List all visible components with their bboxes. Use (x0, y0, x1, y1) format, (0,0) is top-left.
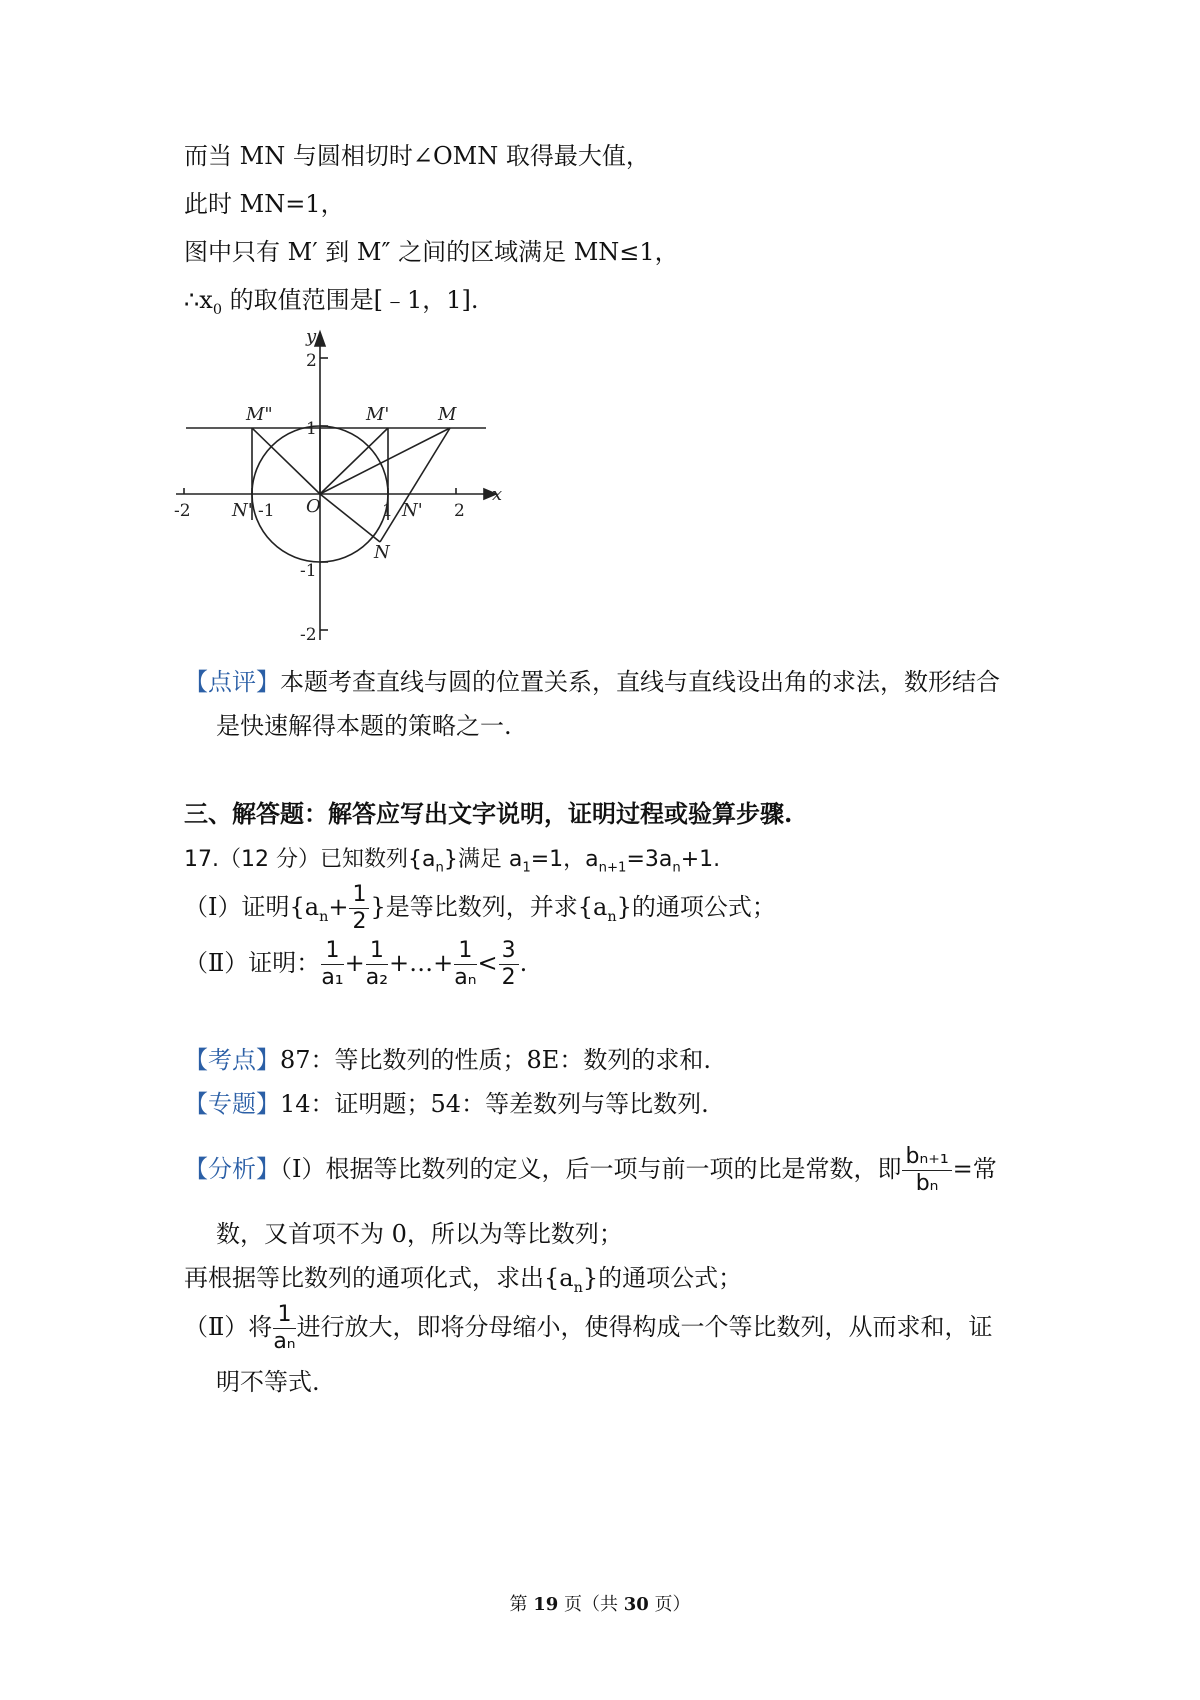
kaodian-line: 【考点】87：等比数列的性质；8E：数列的求和. (184, 1046, 711, 1074)
tick-label-x: 1 (382, 501, 393, 521)
y-axis-arrow (315, 332, 325, 346)
tick-label-x: -1 (258, 501, 275, 521)
text-line-3: 图中只有 M′ 到 M″ 之间的区域满足 MN≤1， (184, 238, 679, 266)
fenxi-tag: 【分析】 (184, 1155, 280, 1183)
fraction: $\frac{\text{bₙ₊₁}}{\text{bₙ}}$ (902, 1146, 951, 1195)
review-tag: 【点评】 (184, 668, 280, 696)
text-line-2: 此时 MN=1， (184, 190, 345, 218)
tick-label-y: 2 (306, 351, 317, 371)
tick-label-y: 1 (306, 419, 317, 439)
point-label-N: N (374, 542, 390, 563)
tick-label-y: -2 (300, 625, 317, 640)
axis-label-x: x (492, 484, 503, 505)
text-line-1: 而当 MN 与圆相切时∠OMN 取得最大值， (184, 142, 650, 170)
fenxi-line-3: 再根据等比数列的通项化式，求出$\{a_n\}$的通项公式； (184, 1264, 743, 1296)
fraction: $\frac{1}{\text{a₁}}$ (321, 938, 344, 990)
review-line-1: 【点评】本题考查直线与圆的位置关系，直线与直线设出角的求法，数形结合 (184, 668, 1000, 696)
axis-label-y: y (306, 326, 317, 347)
tick-label-x: 2 (454, 501, 465, 521)
zhuanti-tag: 【专题】 (184, 1090, 280, 1118)
kaodian-tag: 【考点】 (184, 1046, 280, 1074)
zhuanti-line: 【专题】14：证明题；54：等差数列与等比数列. (184, 1090, 709, 1118)
review-line-2: 是快速解得本题的策略之一. (216, 712, 512, 740)
point-label-N1: N' (402, 500, 423, 521)
section-heading: 三、解答题：解答应写出文字说明，证明过程或验算步骤. (184, 799, 793, 828)
fraction: $\frac{1}{\text{a₂}}$ (365, 938, 389, 990)
point-label-M2: M" (246, 404, 273, 425)
question-17-head: 17.（12 分）已知数列$\{a_n\}$满足 $a_1=1$，$a_{n+1}=3a_n+1$. (184, 847, 721, 876)
page-footer: 第 19 页（共 30 页） (509, 1594, 691, 1615)
fenxi-line-5: 明不等式. (216, 1368, 320, 1396)
tick-label-y: -1 (300, 561, 317, 581)
point-label-N2: N' (232, 500, 253, 521)
fraction: $\frac{1}{\text{aₙ}}$ (454, 938, 477, 990)
question-17-part-2: （Ⅱ）证明： $\frac{1}{\text{a₁}}$ + $\frac{1}{\text{a₂}}$ +…+ $\frac{1}{\text{aₙ}}$ < $\frac{3}{2}$ . (184, 938, 528, 990)
coordinate-figure (160, 320, 520, 640)
question-17-part-1: （Ⅰ）证明{$a_n+$ $\frac{1}{2}$ }是等比数列，并求$\{a_n\}$的通项公式； (184, 882, 776, 934)
text-line-4: $\therefore x_0$ 的取值范围是[﹣1，1]. (184, 286, 479, 318)
fraction: $\frac{1}{2}$ (349, 884, 369, 933)
fenxi-line-1: 【分析】（Ⅰ）根据等比数列的定义，后一项与前一项的比是常数，即 $\frac{\text{bₙ₊₁}}{\text{bₙ}}$ =常 (184, 1144, 997, 1196)
fraction: $\frac{1}{\text{aₙ}}$ (273, 1302, 296, 1354)
fenxi-line-4: （Ⅱ）将 $\frac{1}{\text{aₙ}}$ 进行放大，即将分母缩小，使得构成一个等比数列，从而求和，证 (184, 1302, 993, 1354)
point-label-M: M (438, 404, 457, 425)
fenxi-line-2: 数，又首项不为 0，所以为等比数列； (216, 1220, 623, 1248)
tick-label-x: -2 (174, 501, 191, 521)
fraction: $\frac{3}{2}$ (499, 940, 519, 989)
origin-label: O (306, 496, 321, 517)
point-label-M1: M' (366, 404, 390, 425)
